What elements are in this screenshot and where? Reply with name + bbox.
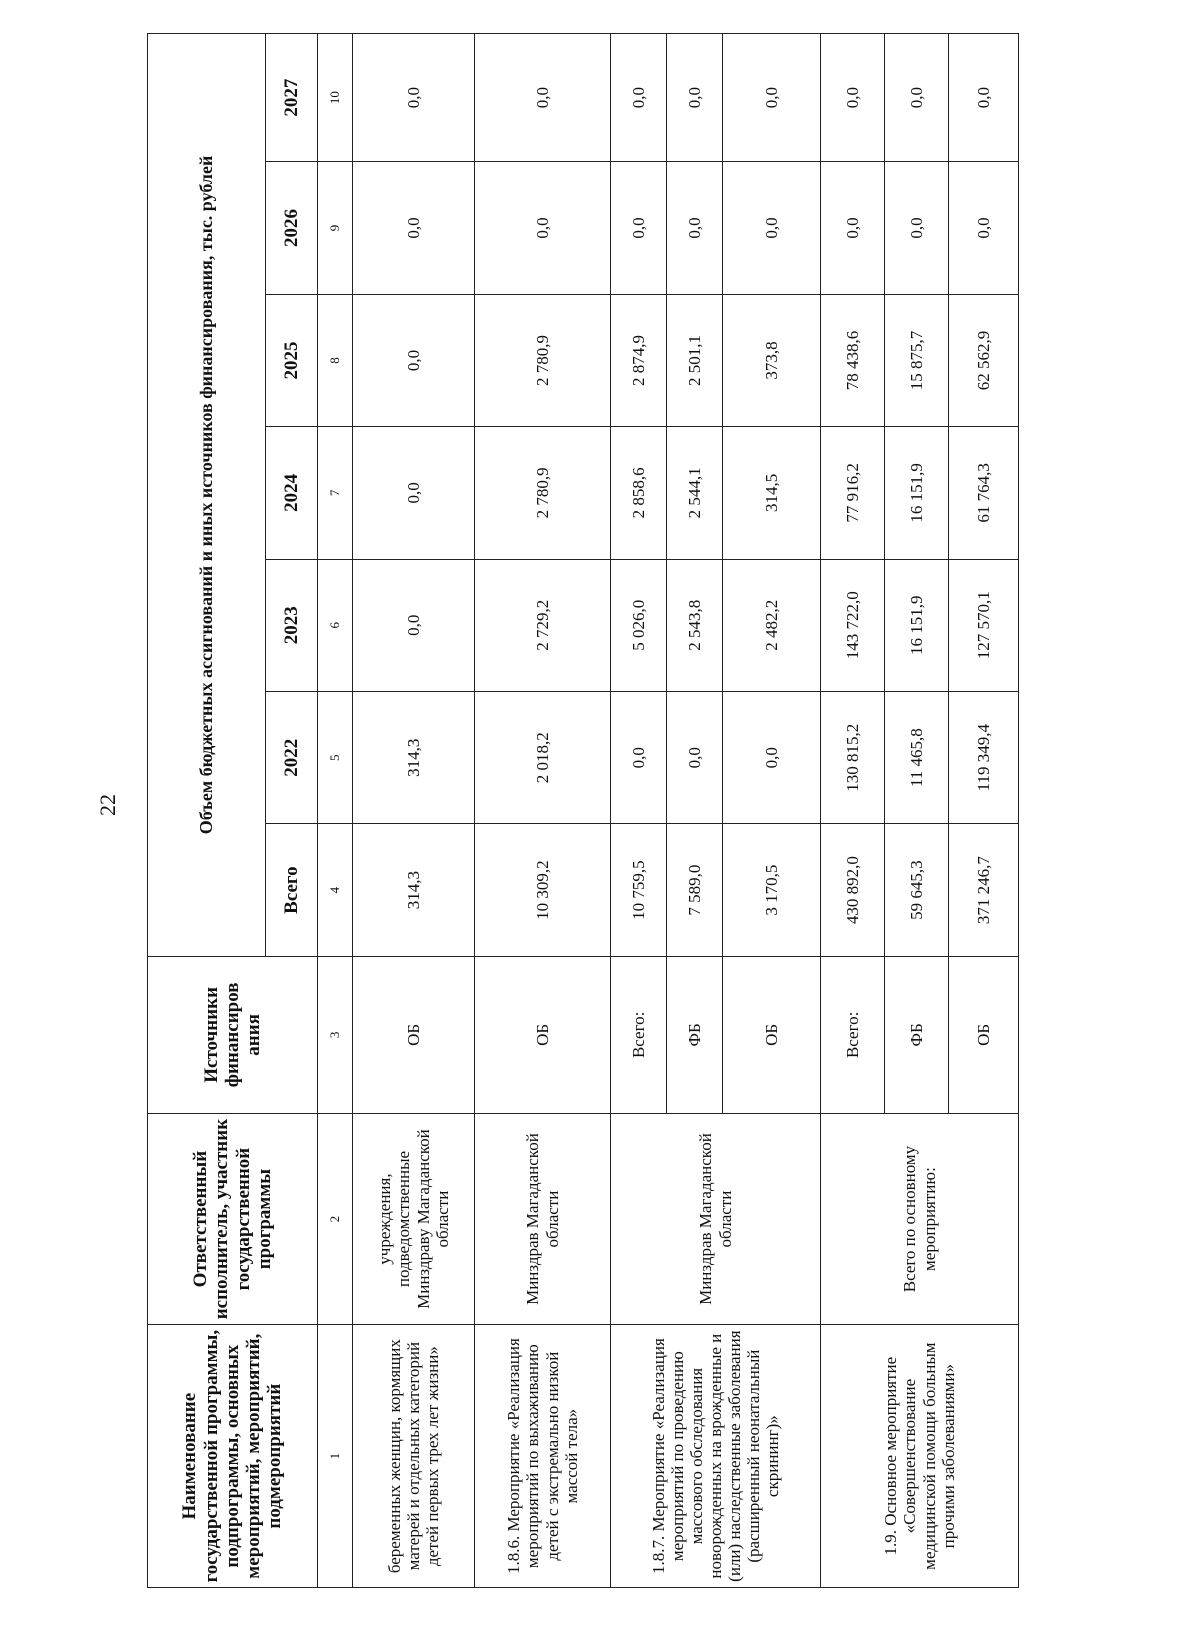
value-cell: 16 151,9 [885,559,949,691]
executor-cell: Минздрав Магаданской области [611,1113,821,1324]
value-cell: 3 170,5 [723,824,821,956]
budget-sheet [147,33,1014,1588]
header-year-2027: 2027 [266,34,318,162]
source-cell: Всего: [611,956,667,1113]
header-year-2025: 2025 [266,294,318,426]
program-name-cell: 1.8.6. Мероприятие «Реализация мероприятий по выхаживанию детей с экстремально низкой массой тела» [475,1325,611,1588]
value-cell: 119 349,4 [949,692,1019,824]
table-row [475,34,611,1588]
source-cell: ФБ [667,956,723,1113]
value-cell: 314,5 [723,427,821,559]
value-cell: 0,0 [611,162,667,294]
value-cell: 371 246,7 [949,824,1019,956]
value-cell: 2 780,9 [475,294,611,426]
value-cell: 0,0 [667,34,723,162]
value-cell: 0,0 [723,34,821,162]
source-cell: ФБ [885,956,949,1113]
column-number: 1 [318,1325,353,1588]
value-cell: 0,0 [353,559,475,691]
value-cell: 373,8 [723,294,821,426]
value-cell: 0,0 [611,692,667,824]
value-cell: 314,3 [353,824,475,956]
executor-cell: Всего по основному мероприятию: [821,1113,1019,1324]
value-cell: 2 482,2 [723,559,821,691]
value-cell: 0,0 [667,162,723,294]
value-cell: 10 759,5 [611,824,667,956]
value-cell: 0,0 [723,162,821,294]
value-cell: 0,0 [475,34,611,162]
column-number: 4 [318,824,353,956]
value-cell: 430 892,0 [821,824,885,956]
value-cell: 0,0 [353,34,475,162]
column-numbers-row [318,34,353,1588]
value-cell: 15 875,7 [885,294,949,426]
source-cell: ОБ [475,956,611,1113]
header-total: Всего [266,824,318,956]
budget-table [147,33,1019,1588]
value-cell: 0,0 [821,162,885,294]
source-cell: Всего: [821,956,885,1113]
column-number: 9 [318,162,353,294]
value-cell: 62 562,9 [949,294,1019,426]
value-cell: 2 874,9 [611,294,667,426]
table-row [821,34,885,1588]
header-source: Источники финансиров ания [148,956,318,1113]
value-cell: 314,3 [353,692,475,824]
value-cell: 0,0 [821,34,885,162]
header-year-2026: 2026 [266,162,318,294]
value-cell: 2 501,1 [667,294,723,426]
executor-cell: Минздрав Магаданской области [475,1113,611,1324]
value-cell: 0,0 [353,294,475,426]
value-cell: 0,0 [949,162,1019,294]
column-number: 2 [318,1113,353,1324]
source-cell: ОБ [949,956,1019,1113]
value-cell: 16 151,9 [885,427,949,559]
value-cell: 2 543,8 [667,559,723,691]
value-cell: 0,0 [475,162,611,294]
header-executor: Ответственный исполнитель, участник государственной программы [148,1113,318,1324]
header-year-2023: 2023 [266,559,318,691]
page-number: 22 [95,794,120,816]
value-cell: 5 026,0 [611,559,667,691]
value-cell: 0,0 [667,692,723,824]
program-name-cell: 1.8.7. Мероприятие «Реализация мероприятий по проведению массового обследования новорожденных на врожденные и (или) наследственные заболевания (расширенный неонатальный скрининг)» [611,1325,821,1588]
program-name-cell: беременных женщин, кормящих матерей и отдельных категорий детей первых трех лет жизни» [353,1325,475,1588]
column-number: 3 [318,956,353,1113]
value-cell: 61 764,3 [949,427,1019,559]
value-cell: 0,0 [885,34,949,162]
value-cell: 7 589,0 [667,824,723,956]
header-funding-group: Объем бюджетных ассигнований и иных источников финансирования, тыс. рублей [148,34,266,957]
value-cell: 0,0 [949,34,1019,162]
value-cell: 78 438,6 [821,294,885,426]
value-cell: 2 018,2 [475,692,611,824]
value-cell: 2 858,6 [611,427,667,559]
source-cell: ОБ [723,956,821,1113]
value-cell: 127 570,1 [949,559,1019,691]
value-cell: 143 722,0 [821,559,885,691]
table-row [353,34,475,1588]
value-cell: 0,0 [723,692,821,824]
value-cell: 77 916,2 [821,427,885,559]
column-number: 7 [318,427,353,559]
column-number: 6 [318,559,353,691]
value-cell: 0,0 [353,162,475,294]
program-name-cell: 1.9. Основное мероприятие «Совершенствование медицинской помощи больным прочими заболеваниями» [821,1325,1019,1588]
value-cell: 2 780,9 [475,427,611,559]
value-cell: 10 309,2 [475,824,611,956]
value-cell: 2 729,2 [475,559,611,691]
value-cell: 130 815,2 [821,692,885,824]
value-cell: 59 645,3 [885,824,949,956]
executor-cell: учреждения, подведомственные Минздраву Магаданской области [353,1113,475,1324]
value-cell: 0,0 [885,162,949,294]
header-year-2022: 2022 [266,692,318,824]
header-program-name: Наименование государственной программы, подпрограммы, основных мероприятий, мероприятий, подмероприятий [148,1325,318,1588]
column-number: 10 [318,34,353,162]
value-cell: 0,0 [611,34,667,162]
column-number: 8 [318,294,353,426]
table-row [611,34,667,1588]
column-number: 5 [318,692,353,824]
value-cell: 0,0 [353,427,475,559]
value-cell: 11 465,8 [885,692,949,824]
value-cell: 2 544,1 [667,427,723,559]
source-cell: ОБ [353,956,475,1113]
header-year-2024: 2024 [266,427,318,559]
